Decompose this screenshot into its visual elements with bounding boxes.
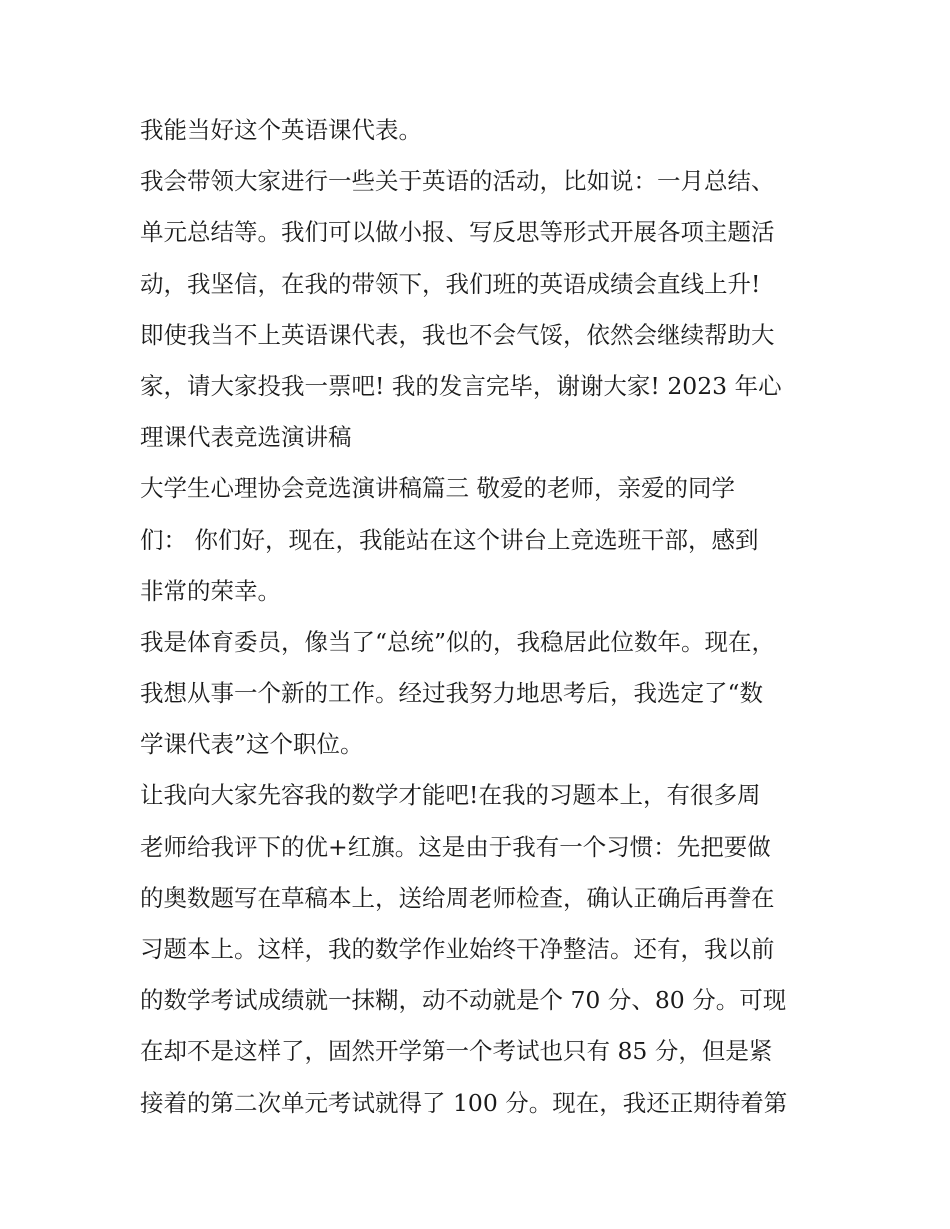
text-line: 家，请大家投我一票吧! 我的发言完毕，谢谢大家! 2023 年心	[140, 371, 782, 400]
text-line: 大学生心理协会竞选演讲稿篇三 敬爱的老师，亲爱的同学	[140, 474, 735, 503]
document-body	[140, 108, 830, 1132]
text-line: 习题本上。这样，我的数学作业始终干净整洁。还有，我以前	[140, 935, 775, 963]
text-line: 在却不是这样了，固然开学第一个考试也只有 85 分，但是紧	[140, 1037, 773, 1066]
text-line: 让我向大家先容我的数学才能吧!在我的习题本上，有很多周	[140, 781, 761, 810]
text-line: 们： 你们好，现在，我能站在这个讲台上竞选班干部，感到	[140, 525, 759, 554]
text-line: 我能当好这个英语课代表。	[140, 116, 422, 144]
text-line: 即使我当不上英语课代表，我也不会气馁，依然会继续帮助大	[140, 320, 775, 349]
text-line: 老师给我评下的优+红旗。这是由于我有一个习惯：先把要做	[140, 832, 771, 861]
text-line: 动，我坚信，在我的带领下，我们班的英语成绩会直线上升!	[140, 269, 761, 298]
text-line: 理课代表竞选演讲稿	[140, 423, 352, 452]
text-line: 接着的第二次单元考试就得了 100 分。现在，我还正期待着第	[140, 1088, 788, 1117]
text-line: 学课代表”这个职位。	[140, 730, 364, 759]
text-line: 非常的荣幸。	[140, 576, 281, 605]
text-line: 单元总结等。我们可以做小报、写反思等形式开展各项主题活	[140, 218, 775, 247]
text-line: 我会带领大家进行一些关于英语的活动，比如说：一月总结、	[140, 167, 775, 196]
text-line: 我是体育委员，像当了“总统”似的，我稳居此位数年。现在，	[140, 627, 776, 656]
text-line: 的奥数题写在草稿本上，送给周老师检查，确认正确后再誊在	[140, 883, 775, 912]
text-line: 的数学考试成绩就一抹糊，动不动就是个 70 分、80 分。可现	[140, 986, 787, 1015]
text-line: 我想从事一个新的工作。经过我努力地思考后，我选定了“数	[140, 679, 764, 708]
